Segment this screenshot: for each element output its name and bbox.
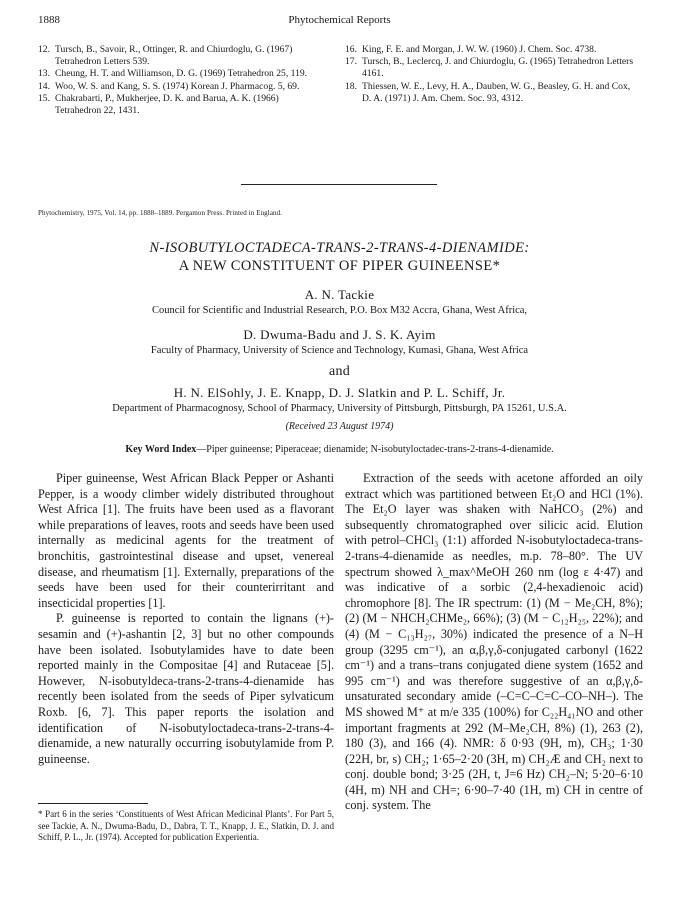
reference-item: 17. Tursch, B., Leclercq, J. and Chiurdoglu, G. (1965) Tetrahedron Letters 4161. (345, 56, 634, 80)
references-left (38, 44, 324, 117)
author-line-2: D. Dwuma-Badu and J. S. K. Ayim (243, 327, 436, 342)
paragraph: Extraction of the seeds with acetone afforded an oily extract which was partitioned between Et₂O and HCl (1%). The Et₂O layer was shaken with NaHCO₃ (2%) and subsequently chromatographed over silicic acid. Elution with petrol–CHCl₃ (1:1) afforded N-isobutyloctadeca-trans-2-trans-4-dienamide as needles, m.p. 78–80°. The UV spectrum showed λ_max^MeOH 260 nm (log ε 4·47) and was indicative of a sorbic (2,4-hexadienoic acid) chromophore [8]. The IR spectrum: (1) (M − Me₂CH, 8%); (2) (M − NHCH₂CHMe₂, 66%); (3) (M − C₁₂H₂₅, 22%); and (4) (M − C₁₃H₂₇, 30%) indicated the presence of a N–H group (3295 cm⁻¹), an α,β,γ,δ-conjugated carbonyl (1622 cm⁻¹) and a trans–trans conjugated diene system (1652 and 995 cm⁻¹) and was therefore suggestive of an α,β,γ,δ-unsaturated secondary amide (–C=C–C=C–CO–NH–). The MS showed M⁺ at m/e 335 (100%) for C₂₂H₄₁NO and other important fragments at 292 (M–Me₂CH, 8%) (1), 263 (2), 180 (3), and 166 (4). NMR: δ 0·93 (9H, m), CH₃; 1·30 (22H, br, s) CH₂; 1·65–2·20 (3H, m) CH₂Æ and CH₂ next to conj. double bond; 3·25 (2H, t, J=6 Hz) CH₂–N; 5·20–6·10 (4H, m) NH and CH=; 6·90–7·40 (1H, m) CH in centre of conj. system. The (345, 471, 643, 813)
author-line-3: H. N. ElSohly, J. E. Knapp, D. J. Slatkin and P. L. Schiff, Jr. (173, 385, 506, 400)
reference-item: 15. Chakrabarti, P., Mukherjee, D. K. and Barua, A. K. (1966) Tetrahedron 22, 1431. (38, 92, 279, 117)
body-column-left (38, 471, 334, 767)
footnote-divider (38, 803, 148, 804)
reference-item: 18. Thiessen, W. E., Levy, H. A., Dauben, W. G., Beasley, G. H. and Cox, D. A. (1971) J. Am. Chem. Soc. 93, 4312. (345, 80, 631, 104)
article-title-line-2: A NEW CONSTITUENT OF PIPER GUINEENSE* (178, 258, 501, 274)
affiliation-2: Faculty of Pharmacy, University of Science and Technology, Kumasi, Ghana, West Africa (150, 345, 529, 356)
article-title-line-1: N-ISOBUTYLOCTADECA-TRANS-2-TRANS-4-DIENAMIDE: (149, 240, 530, 256)
reference-item: 13. Cheung, H. T. and Williamson, D. G. (1969) Tetrahedron 25, 119. (38, 68, 308, 80)
footnote: * Part 6 in the series ‘Constituents of West African Medicinal Plants’. For Part 5, see Tackie, A. N., Dwuma-Badu, D., Dabra, T. T., Knapp, J. E., Slatkin, D. J. and Schiff, P. L., Jr. (1974). Accepted for publication Experientia. (38, 809, 334, 842)
keyword-index-label: Key Word Index (125, 444, 197, 455)
references-right (345, 44, 641, 105)
paragraph: Piper guineense, West African Black Pepper or Ashanti Pepper, is a woody climber widely distributed throughout West Africa [1]. The fruits have been used as a flavorant while preparations of leaves, roots and seeds have been used internally as medicinal agents for the treatment of bronchitis, gastrointestinal disease and upset, venereal disease, and rheumatism [1]. Externally, preparations of the seeds have been used for their counterirritant and insecticidal properties [1]. (38, 471, 334, 610)
journal-running-title: Phytochemical Reports (288, 14, 391, 26)
affiliation-1: Council for Scientific and Industrial Research, P.O. Box M32 Accra, Ghana, West Africa, (151, 305, 528, 316)
journal-citation: Phytochemistry, 1975, Vol. 14, pp. 1888–1889. Pergamon Press. Printed in England. (38, 209, 283, 217)
paragraph: P. guineense is reported to contain the lignans (+)-sesamin and (+)-ashantin [2, 3] but no other compounds have been isolated. Isobutylamides have to date been reported mainly in the Compositae [4] and Rutaceae [5]. However, N-isobutyldeca-trans-2-trans-4-dienamide has recently been isolated from the seeds of Piper sylvaticum Roxb. [6, 7]. This paper reports the isolation and identification of N-isobutyloctadeca-trans-2-trans-4-dienamide, a new naturally occurring isobutylamide from P. guineense. (38, 611, 334, 766)
affiliation-3: Department of Pharmacognosy, School of Pharmacy, University of Pittsburgh, Pittsburgh, PA 15261, U.S.A. (112, 403, 567, 414)
author-line-1: A. N. Tackie (304, 287, 375, 302)
reference-item: 12. Tursch, B., Savoir, R., Ottinger, R. and Chiurdoglu, G. (1967) Tetrahedron Letters 539. (38, 44, 293, 68)
keyword-index (0, 444, 679, 455)
section-divider (241, 184, 437, 185)
page-number: 1888 (38, 14, 60, 26)
reference-item: 14. Woo, W. S. and Kang, S. S. (1974) Korean J. Pharmacog. 5, 69. (38, 80, 300, 92)
reference-item: 16. King, F. E. and Morgan, J. W. W. (1960) J. Chem. Soc. 4738. (345, 44, 597, 55)
received-date: (Received 23 August 1974) (285, 421, 394, 432)
keyword-list: —Piper guineense; Piperaceae; dienamide; N-isobutyloctadec-trans-2-trans-4-dienamide. (196, 444, 554, 455)
body-column-right (345, 471, 643, 814)
and-separator: and (328, 364, 351, 379)
